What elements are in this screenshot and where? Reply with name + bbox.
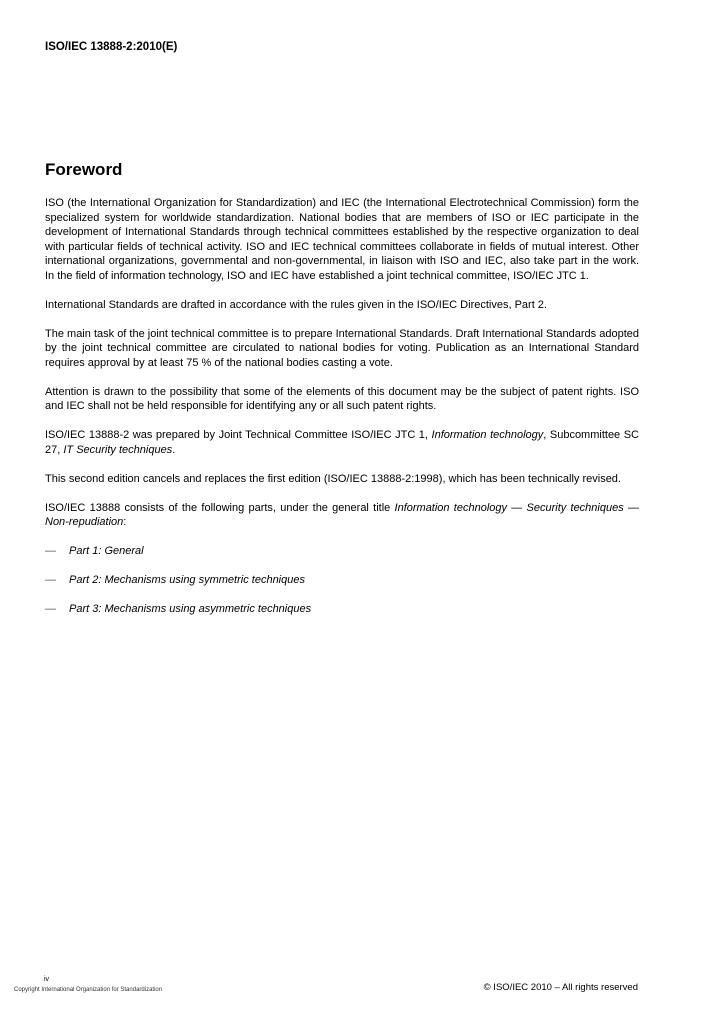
general-title: Information technology — Security techniques — Non-repudiation	[45, 501, 639, 528]
paragraph-parts-intro	[45, 501, 639, 530]
part-label: Part 3: Mechanisms using asymmetric techniques	[69, 603, 312, 615]
list-item-part-2	[45, 573, 639, 588]
copyright-notice: © ISO/IEC 2010 – All rights reserved	[483, 982, 638, 993]
prepared-by-text: ISO/IEC 13888-2 was prepared by Joint Technical Committee ISO/IEC JTC 1,	[45, 429, 432, 441]
paragraph-edition: This second edition cancels and replaces the first edition (ISO/IEC 13888-2:1998), which has been technically revised.	[45, 472, 621, 485]
list-dash: —	[45, 574, 56, 586]
paragraph-main-task: The main task of the joint technical committee is to prepare International Standards. Draft International Standards adopted by the joint technical committee are circulated to national bodies for voting. Publication as an International Standard requires approval by at least 75 % of the national bodies casting a vote.	[45, 327, 639, 369]
info-technology-title: Information technology	[431, 429, 544, 441]
foreword-body	[45, 196, 639, 631]
it-security-title: IT Security techniques	[63, 443, 173, 456]
list-dash: —	[45, 603, 56, 615]
period-text: .	[172, 443, 176, 456]
paragraph-directives: International Standards are drafted in accordance with the rules given in the ISO/IEC Directives, Part 2.	[45, 298, 547, 311]
paragraph-prepared-by	[45, 428, 639, 457]
colon-text: :	[123, 516, 127, 528]
part-label: Part 1: General	[69, 545, 144, 557]
foreword-heading: Foreword	[45, 160, 123, 179]
licensed-copyright-line: Copyright International Organization for Standardization	[14, 987, 163, 993]
paragraph-iso-iec-intro: ISO (the International Organization for Standardization) and IEC (the International Electrotechnical Commission) form the specialized system for worldwide standardization. National bodies that are members of ISO or IEC participate in the development of International Standards through technical committees established by the respective organization to deal with particular fields of technical activity. ISO and IEC technical committees collaborate in fields of mutual interest. Other international organizations, governmental and non-governmental, in liaison with ISO and IEC, also take part in the work. In the field of information technology, ISO and IEC have established a joint technical committee, ISO/IEC JTC 1.	[45, 197, 639, 282]
part-label: Part 2: Mechanisms using symmetric techniques	[69, 574, 305, 586]
subcommittee-text: , Subcommittee SC 27,	[45, 429, 639, 456]
paragraph-patent-rights: Attention is drawn to the possibility that some of the elements of this document may be the subject of patent rights. ISO and IEC shall not be held responsible for identifying any or all such patent rights.	[45, 385, 639, 412]
parts-intro-text: ISO/IEC 13888 consists of the following parts, under the general title	[45, 501, 395, 514]
page-number: iv	[44, 976, 50, 983]
list-item-part-1	[45, 544, 639, 559]
document-id-header: ISO/IEC 13888-2:2010(E)	[45, 41, 178, 53]
list-dash: —	[45, 545, 56, 557]
list-item-part-3	[45, 602, 639, 617]
